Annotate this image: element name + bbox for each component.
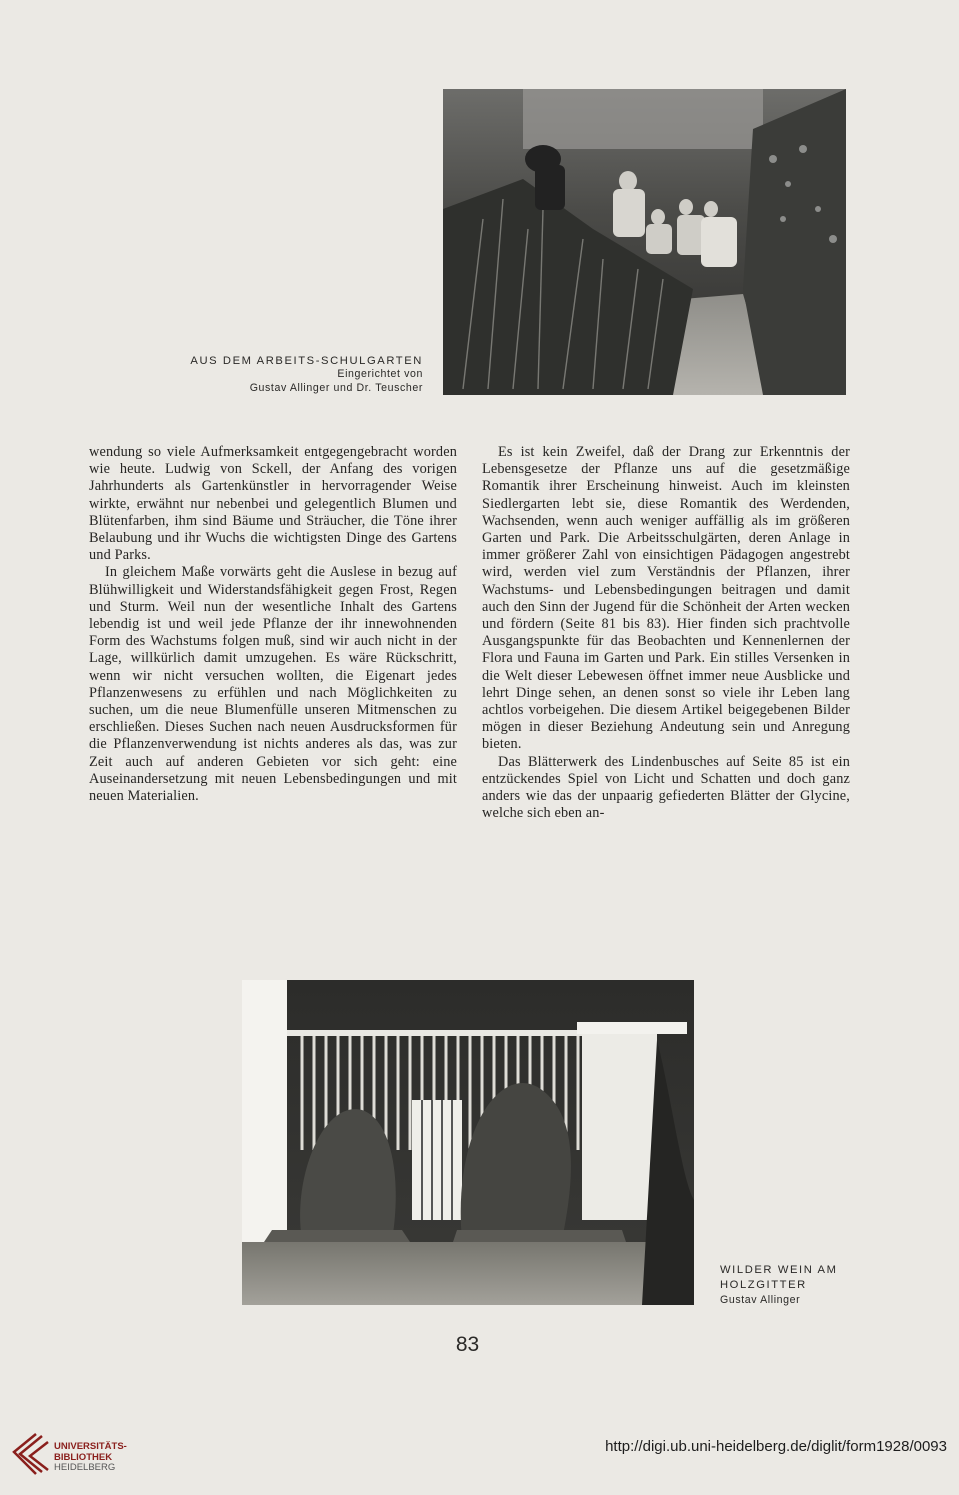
library-name[interactable]	[54, 1442, 127, 1474]
caption-subtitle: Eingerichtet von	[337, 368, 423, 380]
lattice-photo	[242, 980, 694, 1305]
paragraph: wendung so viele Aufmerksamkeit entgegengebracht worden wie heute. Ludwig von Sckell, der Anfang des vorigen Jahrhunderts als Gartenkünstler in hervorragender Weise wirkte, erwähnt nur nebenbei und gelegentlich Blumen und Blütenfarben, ihm sind Bäume und Sträucher, die Töne ihrer Belaubung und ihr Wuchs die wichtigsten Dinge des Gartens und Parks.	[89, 444, 457, 564]
library-name-line1: UNIVERSITÄTS-	[54, 1441, 127, 1452]
library-logo-icon	[12, 1432, 52, 1478]
paragraph: Es ist kein Zweifel, daß der Drang zur Erkenntnis der Lebensgesetze der Pflanze uns auf die gesetzmäßige Romantik ihrer Erscheinung hinweist. Auch im kleinsten Siedlergarten lebt sie, diese Romantik des Werdenden, Wachsenden, wenn auch weniger auffällig als im größeren Garten und Park. Die Arbeitsschulgärten, deren Anlage in immer größerer Zahl von einsichtigen Pädagogen angestrebt wird, werden viel zum Verständnis der Pflanzen, ihrer Wachstums- und Lebensbedingungen beitragen und damit auch den Sinn der Jugend für die Schönheit der Arten wecken und fördern (Seite 81 bis 83). Hier finden sich prachtvolle Ausgangspunkte für das Beobachten und Kennenlernen der Flora und Fauna im Garten und Park. Ein stilles Versenken in die Welt dieser Lebewesen öffnet immer neue Ausblicke und lehrt Dinge sehen, an denen sonst so viele ihr Leben lang achtlos vorbeigehen. Die diesem Artikel beigegebenen Bilder mögen in dieser Beziehung Andeutung sein und Anregung bieten.	[482, 444, 850, 753]
right-text-column	[482, 444, 850, 822]
garden-photo-image	[443, 89, 846, 395]
source-url-link[interactable]: http://digi.ub.uni-heidelberg.de/diglit/form1928/0093	[605, 1438, 947, 1455]
paragraph: In gleichem Maße vorwärts geht die Auslese in bezug auf Blühwilligkeit und Widerstandsfähigkeit gegen Frost, Regen und Sturm. Weil nun der wesentliche Inhalt des Gartens lebendig ist und weil jede Pflanze der ihr innewohnenden Form des Wachstums folgen muß, sind wir auch nicht in der Lage, willkürlich damit umzugehen. Es wäre Rückschritt, wenn wir nicht versuchen wollten, die Eigenart jedes Pflanzenwesens zu erfühlen und nach Möglichkeiten zu suchen, um die neue Blumenfülle unseren Mitmenschen zu erschließen. Dieses Suchen nach neuen Ausdrucksformen für die Pflanzenverwendung ist nichts anderes als das, was zur Zeit auch auf anderen Gebieten vor sich geht: eine Auseinandersetzung mit neuen Lebensbedingungen und mit neuen Materialien.	[89, 564, 457, 805]
lattice-photo-image	[242, 980, 694, 1305]
lattice-photo-caption	[720, 1263, 860, 1306]
caption-credit: Gustav Allinger	[720, 1294, 801, 1306]
library-name-line2: BIBLIOTHEK	[54, 1451, 113, 1463]
left-text-column	[89, 444, 457, 805]
caption-title-line1: WILDER WEIN AM	[720, 1264, 838, 1276]
caption-credit: Gustav Allinger und Dr. Teuscher	[249, 382, 423, 394]
caption-title-line2: HOLZGITTER	[720, 1279, 807, 1291]
garden-photo-caption	[130, 355, 423, 395]
library-name-line3: HEIDELBERG	[54, 1462, 116, 1473]
page-number: 83	[455, 1333, 480, 1356]
paragraph: Das Blätterwerk des Lindenbusches auf Seite 85 ist ein entzückendes Spiel von Licht und Schatten und doch ganz anders wie das der unpaarig gefiederten Blätter der Glycine, welche sich eben an-	[482, 753, 850, 822]
garden-photo	[443, 89, 846, 395]
caption-title: AUS DEM ARBEITS-SCHULGARTEN	[190, 355, 423, 367]
